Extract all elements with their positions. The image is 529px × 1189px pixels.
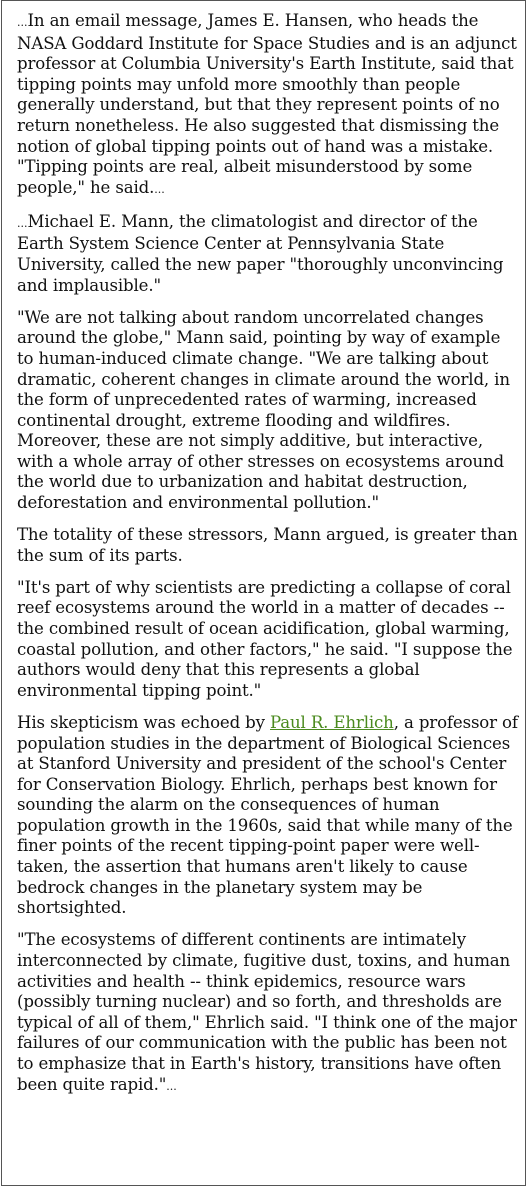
ellipsis-trail: ...	[166, 1079, 177, 1093]
paragraph-ehrlich-before: His skepticism was echoed by	[17, 712, 270, 732]
paragraph-ehrlich-intro	[17, 713, 519, 919]
quote-box	[1, 0, 526, 1186]
ellipsis-trail: ...	[154, 182, 165, 196]
paragraph-mann-quote-text: "We are not talking about random uncorrelated changes around the globe," Mann said, pointing by way of example to human-induced climate change. "We are talking about dramatic, coherent changes in climate around the world, in the form of unprecedented rates of warming, increased continental drought, extreme flooding and wildfires. Moreover, these are not simply additive, but interactive, with a whole array of other stresses on ecosystems around the world due to urbanization and habitat destruction, deforestation and environmental pollution."	[17, 307, 510, 513]
paragraph-hansen	[17, 11, 519, 200]
article-excerpt	[17, 11, 519, 1109]
paragraph-stressors-text: The totality of these stressors, Mann argued, is greater than the sum of its parts.	[17, 525, 518, 565]
paragraph-mann-intro-text: Michael E. Mann, the climatologist and director of the Earth System Science Center at Pennsylvania State University, called the new paper "thoroughly unconvincing and implausible."	[17, 211, 504, 295]
ellipsis-lead: ...	[17, 216, 28, 230]
ellipsis-lead: ...	[17, 16, 28, 29]
ehrlich-link[interactable]: Paul R. Ehrlich	[270, 712, 394, 732]
paragraph-mann-intro	[17, 212, 519, 296]
paragraph-coral-reef-text: "It's part of why scientists are predicting a collapse of coral reef ecosystems around the world in a matter of decades -- the combined result of ocean acidification, global warming, coastal pollution, and other factors," he said. "I suppose the authors would deny that this represents a global environmental tipping point."	[17, 577, 513, 700]
paragraph-ehrlich-quote-text: "The ecosystems of different continents are intimately interconnected by climate, fugitive dust, toxins, and human activities and health -- think epidemics, resource wars (possibly turning nuclear) and so forth, and thresholds are typical of all of them," Ehrlich said. "I think one of the major failures of our communication with the public has been not to emphasize that in Earth's history, transitions have often been quite rapid."	[17, 930, 517, 1094]
paragraph-ehrlich-after: , a professor of population studies in the department of Biological Sciences at Stanford University and president of the school's Center for Conservation Biology. Ehrlich, perhaps best known for sounding the alarm on the consequences of human population growth in the 1960s, said that while many of the finer points of the recent tipping-point paper were well-taken, the assertion that humans aren't likely to cause bedrock changes in the planetary system may be shortsighted.	[17, 712, 518, 918]
paragraph-hansen-text: In an email message, James E. Hansen, who heads the NASA Goddard Institute for Space Studies and is an adjunct professor at Columbia University's Earth Institute, said that tipping points may unfold more smoothly than people generally understand, but that they represent points of no return nonetheless. He also suggested that dismissing the notion of global tipping points out of hand was a mistake. "Tipping points are real, albeit misunderstood by some people," he said.	[17, 11, 517, 197]
paragraph-stressors	[17, 525, 519, 566]
paragraph-coral-reef	[17, 578, 519, 702]
paragraph-ehrlich-quote	[17, 930, 519, 1097]
paragraph-mann-quote	[17, 308, 519, 514]
